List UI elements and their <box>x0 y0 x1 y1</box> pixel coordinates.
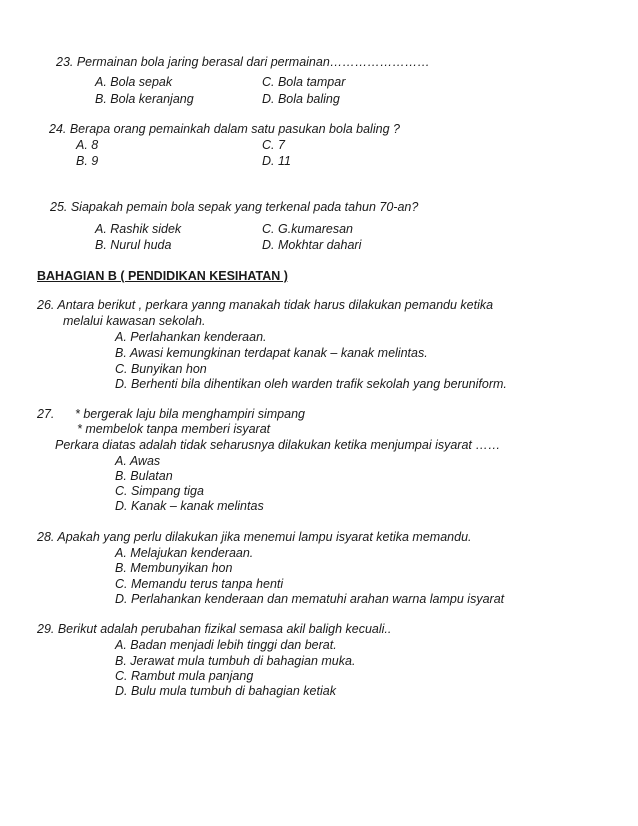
q26-option-c: C. Bunyikan hon <box>115 362 207 376</box>
q26-option-b: B. Awasi kemungkinan terdapat kanak – kanak melintas. <box>115 346 428 360</box>
q28-option-d: D. Perlahankan kenderaan dan mematuhi arahan warna lampu isyarat <box>115 592 505 606</box>
question-27-number: 27. <box>37 407 55 421</box>
question-26: 26. Antara berikut , perkara yanng manakah tidak harus dilakukan pemandu ketika <box>37 298 494 312</box>
q24-option-b: B. 9 <box>76 154 99 168</box>
q23-option-d: D. Bola baling <box>262 92 340 106</box>
q25-option-c: C. G.kumaresan <box>262 222 354 236</box>
question-24: 24. Berapa orang pemainkah dalam satu pasukan bola baling ? <box>49 122 400 136</box>
q27-option-d: D. Kanak – kanak melintas <box>115 499 264 513</box>
q29-option-c: C. Rambut mula panjang <box>115 669 254 683</box>
q28-option-b: B. Membunyikan hon <box>115 561 233 575</box>
q24-option-d: D. 11 <box>262 154 291 168</box>
q27-option-a: A. Awas <box>115 454 161 468</box>
q23-option-b: B. Bola keranjang <box>95 92 194 106</box>
q27-item-1: * bergerak laju bila menghampiri simpang <box>75 407 305 421</box>
q25-option-b: B. Nurul huda <box>95 238 172 252</box>
question-26-cont: melalui kawasan sekolah. <box>63 314 206 328</box>
q24-option-a: A. 8 <box>76 138 99 152</box>
q25-option-a: A. Rashik sidek <box>95 222 182 236</box>
q27-option-b: B. Bulatan <box>115 469 173 483</box>
q28-option-a: A. Melajukan kenderaan. <box>115 546 254 560</box>
q23-option-a: A. Bola sepak <box>95 75 173 89</box>
section-heading: BAHAGIAN B ( PENDIDIKAN KESIHATAN ) <box>37 269 288 283</box>
q29-option-a: A. Badan menjadi lebih tinggi dan berat. <box>115 638 337 652</box>
q23-option-c: C. Bola tampar <box>262 75 346 89</box>
question-25: 25. Siapakah pemain bola sepak yang terkenal pada tahun 70-an? <box>50 200 419 214</box>
q26-option-d: D. Berhenti bila dihentikan oleh warden trafik sekolah yang beruniform. <box>115 377 507 391</box>
q26-option-a: A. Perlahankan kenderaan. <box>115 330 267 344</box>
question-28: 28. Apakah yang perlu dilakukan jika menemui lampu isyarat ketika memandu. <box>37 530 472 544</box>
q29-option-b: B. Jerawat mula tumbuh di bahagian muka. <box>115 654 356 668</box>
question-23: 23. Permainan bola jaring berasal dari permainan…………………… <box>56 55 430 69</box>
q28-option-c: C. Memandu terus tanpa henti <box>115 577 284 591</box>
question-27: Perkara diatas adalah tidak seharusnya dilakukan ketika menjumpai isyarat …… <box>55 438 501 452</box>
q25-option-d: D. Mokhtar dahari <box>262 238 362 252</box>
q27-item-2: * membelok tanpa memberi isyarat <box>77 422 271 436</box>
q27-option-c: C. Simpang tiga <box>115 484 204 498</box>
question-29: 29. Berikut adalah perubahan fizikal semasa akil baligh kecuali.. <box>37 622 392 636</box>
q29-option-d: D. Bulu mula tumbuh di bahagian ketiak <box>115 684 336 698</box>
q24-option-c: C. 7 <box>262 138 285 152</box>
